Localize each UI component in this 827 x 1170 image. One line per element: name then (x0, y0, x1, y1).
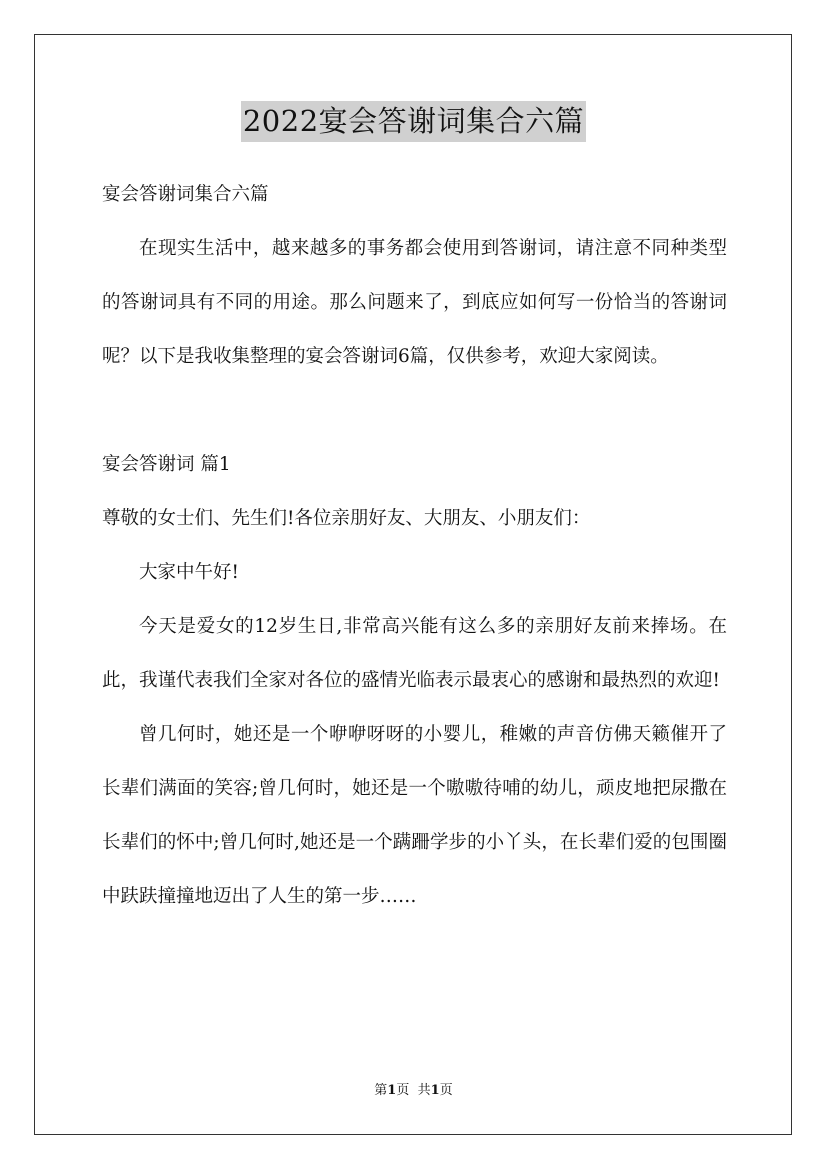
body-paragraph-2: 曾几何时，她还是一个咿咿呀呀的小婴儿，稚嫩的声音仿佛天籁催开了长辈们满面的笑容;曾几何时，她还是一个嗷嗷待哺的幼儿，顽皮地把尿撒在长辈们的怀中;曾几何时,她还是一个蹒跚学步的小丫头，在长辈们爱的包围圈中趺趺撞撞地迈出了人生的第一步…… (102, 724, 727, 907)
footer-total-prefix: 共 (417, 1083, 431, 1098)
footer-page-total: 1 (430, 1083, 440, 1098)
document-title: 2022宴会答谢词集合六篇 (241, 101, 586, 142)
greeting-line: 大家中午好! (139, 562, 239, 583)
footer-page-current: 1 (387, 1083, 397, 1098)
title-container (0, 101, 827, 142)
footer-total-unit: 页 (439, 1083, 453, 1098)
document-body (102, 168, 727, 924)
document-subtitle: 宴会答谢词集合六篇 (102, 184, 269, 205)
intro-paragraph: 在现实生活中，越来越多的事务都会使用到答谢词，请注意不同种类型的答谢词具有不同的用途。那么问题来了，到底应如何写一份恰当的答谢词呢？以下是我收集整理的宴会答谢词6篇，仅供参考，欢迎大家阅读。 (102, 238, 727, 367)
page-footer (0, 1082, 827, 1100)
section-spacer (102, 384, 727, 438)
footer-page-prefix: 第 (374, 1083, 388, 1098)
salutation-line: 尊敬的女士们、先生们!各位亲朋好友、大朋友、小朋友们： (102, 508, 591, 529)
body-paragraph-1: 今天是爱女的12岁生日,非常高兴能有这么多的亲朋好友前来捧场。在此，我谨代表我们全家对各位的盛情光临表示最衷心的感谢和最热烈的欢迎! (102, 616, 727, 691)
footer-page-unit: 页 (396, 1083, 410, 1098)
section-heading: 宴会答谢词 篇1 (102, 454, 231, 475)
